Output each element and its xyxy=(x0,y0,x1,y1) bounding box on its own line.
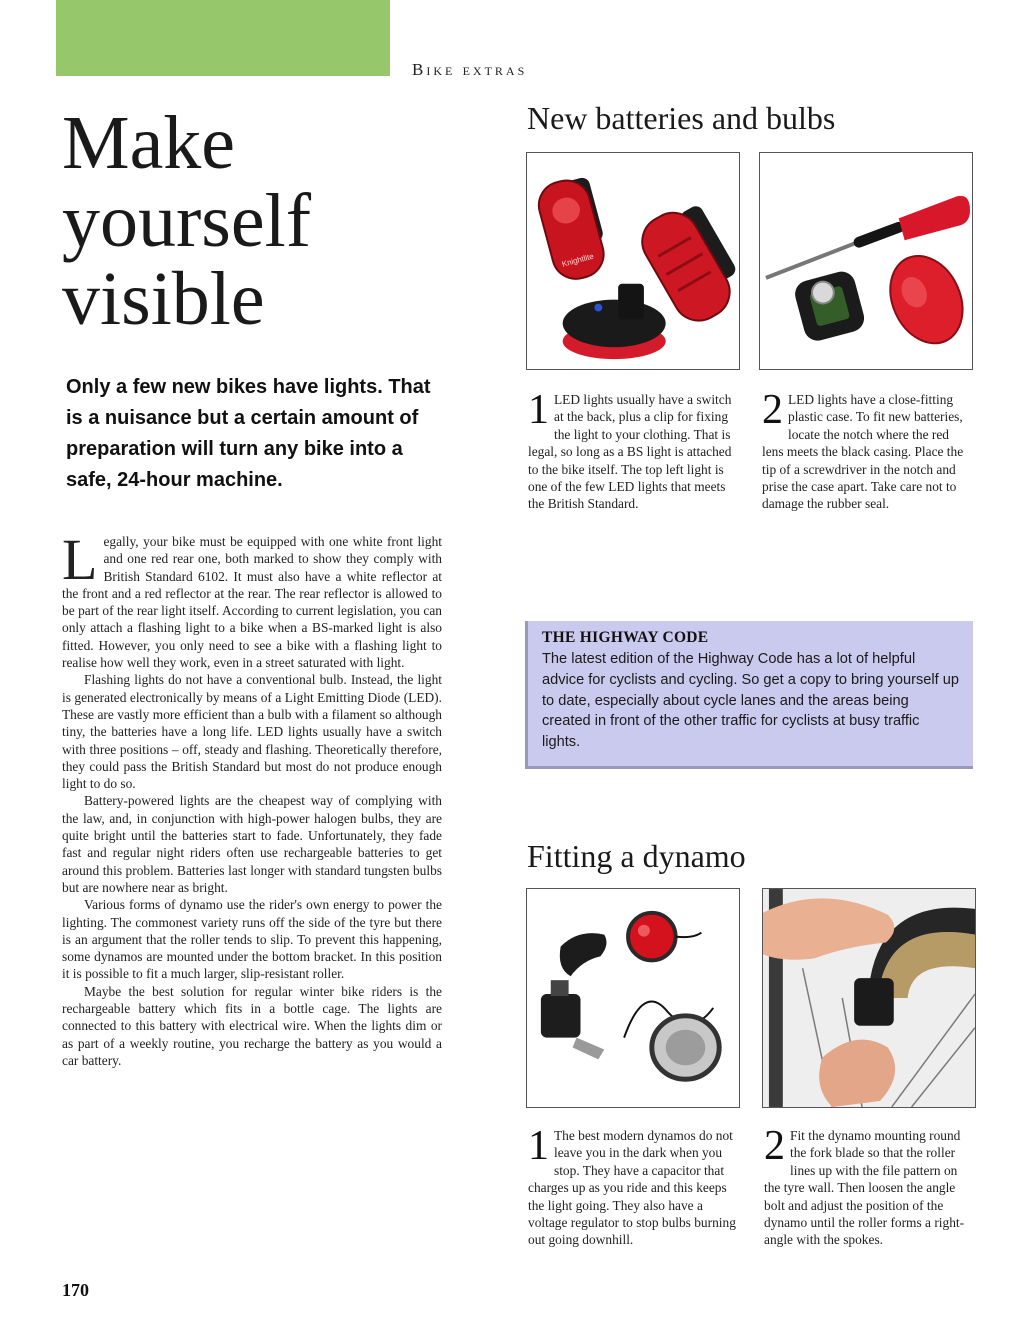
brand-label: Knightlite xyxy=(560,251,595,269)
drop-cap: L xyxy=(62,527,98,592)
page-number: 170 xyxy=(62,1280,89,1300)
led-lights-photo xyxy=(526,152,740,370)
title-line-1: Make xyxy=(62,101,236,185)
step-text: The best modern dynamos do not leave you in the dark when you stop. They have a capacitor that charges up as you ride and this keeps the light going. They also have a voltage regulator to stop bulbs burning out going downhill. xyxy=(528,1128,736,1248)
callout-title: THE HIGHWAY CODE xyxy=(542,629,709,646)
title-line-3: visible xyxy=(62,257,265,341)
screwdriver-case-illustration xyxy=(760,153,972,369)
step-number: 1 xyxy=(528,387,549,433)
body-paragraph-text: egally, your bike must be equipped with one white front light and one red rear one, both marked to show they comply with British Standard 6102. It must also have a white reflector at the front and a red reflector at the rear. The rear reflector is allowed to be part of the rear light itself. According to current legislation, you can only attach a flashing light to a bike when a BS-marked light is also fitted. However, you only need to see a bike with a flashing light to realise how well they work, even in a street saturated with light. xyxy=(62,534,442,671)
step-text: LED lights have a close-fitting plastic case. To fit new batteries, locate the notch where the red lens meets the black casing. Place the tip of a screwdriver in the notch and prise the case apart. Take care not to damage the rubber seal. xyxy=(762,392,964,512)
opening-case-photo xyxy=(759,152,973,370)
highway-code-callout xyxy=(525,621,973,766)
body-paragraph: Battery-powered lights are the cheapest way of complying with the law, and, in conjunction with high-power halogen bulbs, they are quite bright until the batteries start to fade. Unfortunately, they fade fast and regular night riders often use rechargeable batteries to get around this problem. Batteries last longer with standard tungsten bulbs but are nowhere near as bright. xyxy=(62,793,442,895)
title-line-2: yourself xyxy=(62,179,312,263)
body-paragraph: Various forms of dynamo use the rider's own energy to power the lighting. The commonest variety runs off the side of the tyre but there is an argument that the roller tends to slip. To prevent this happening, some dynamos are mounted under the bottom bracket. In this position it is possible to fit a much larger, slip-resistant roller. xyxy=(62,897,442,982)
fitting-dynamo-photo xyxy=(762,888,976,1108)
dynamo-step-2 xyxy=(764,1123,972,1249)
led-lights-illustration xyxy=(527,153,739,369)
dynamo-step-1 xyxy=(528,1123,736,1249)
section-label: Bike extras xyxy=(412,60,528,79)
step-text: Fit the dynamo mounting round the fork blade so that the roller lines up with the file pattern on the tyre wall. Then loosen the angle bolt and adjust the position of the dynamo until the roller forms a right-angle with the spokes. xyxy=(764,1128,965,1248)
batteries-heading: New batteries and bulbs xyxy=(527,100,836,136)
batteries-step-2 xyxy=(762,387,970,513)
dynamo-kit-illustration xyxy=(527,889,739,1107)
batteries-step-1 xyxy=(528,387,736,513)
body-paragraph: Flashing lights do not have a conventional bulb. Instead, the light is generated electronically by means of a Light Emitting Diode (LED). These are vastly more efficient than a bulb with a filament so although tiny, the batteries have a long life. LED lights usually have a switch with three positions – off, steady and flashing. Theoretically therefore, they could pass the British Standard but most do not produce enough light to do so. xyxy=(62,672,442,792)
body-paragraph xyxy=(62,527,442,671)
page-title xyxy=(62,101,392,341)
step-number: 2 xyxy=(764,1123,785,1169)
dynamo-kit-photo xyxy=(526,888,740,1108)
step-number: 1 xyxy=(528,1123,549,1169)
body-paragraph: Maybe the best solution for regular winter bike riders is the rechargeable battery which fits in a bottle cage. The lights are connected to this battery with electrical wire. When the lights dim or as part of a weekly routine, you recharge the battery as you would a car battery. xyxy=(62,983,442,1068)
section-color-tab xyxy=(56,0,390,76)
callout-text: The latest edition of the Highway Code has a lot of helpful advice for cyclists and cycling. So get a copy to bring yourself up to date, especially about cycle lanes and the areas being created in front of the other traffic for cyclists at busy traffic lights. xyxy=(542,651,959,751)
dynamo-heading: Fitting a dynamo xyxy=(527,838,746,874)
body-text-column xyxy=(62,527,442,1069)
fitting-dynamo-illustration xyxy=(763,889,975,1107)
step-text: LED lights usually have a switch at the back, plus a clip for fixing the light to your clothing. That is legal, so long as a BS light is attached to the bike itself. The top left light is one of the few LED lights that meets the British Standard. xyxy=(528,392,732,512)
intro-text: Only a few new bikes have lights. That is a nuisance but a certain amount of preparation will turn any bike into a safe, 24-hour machine. xyxy=(66,376,431,491)
step-number: 2 xyxy=(762,387,783,433)
